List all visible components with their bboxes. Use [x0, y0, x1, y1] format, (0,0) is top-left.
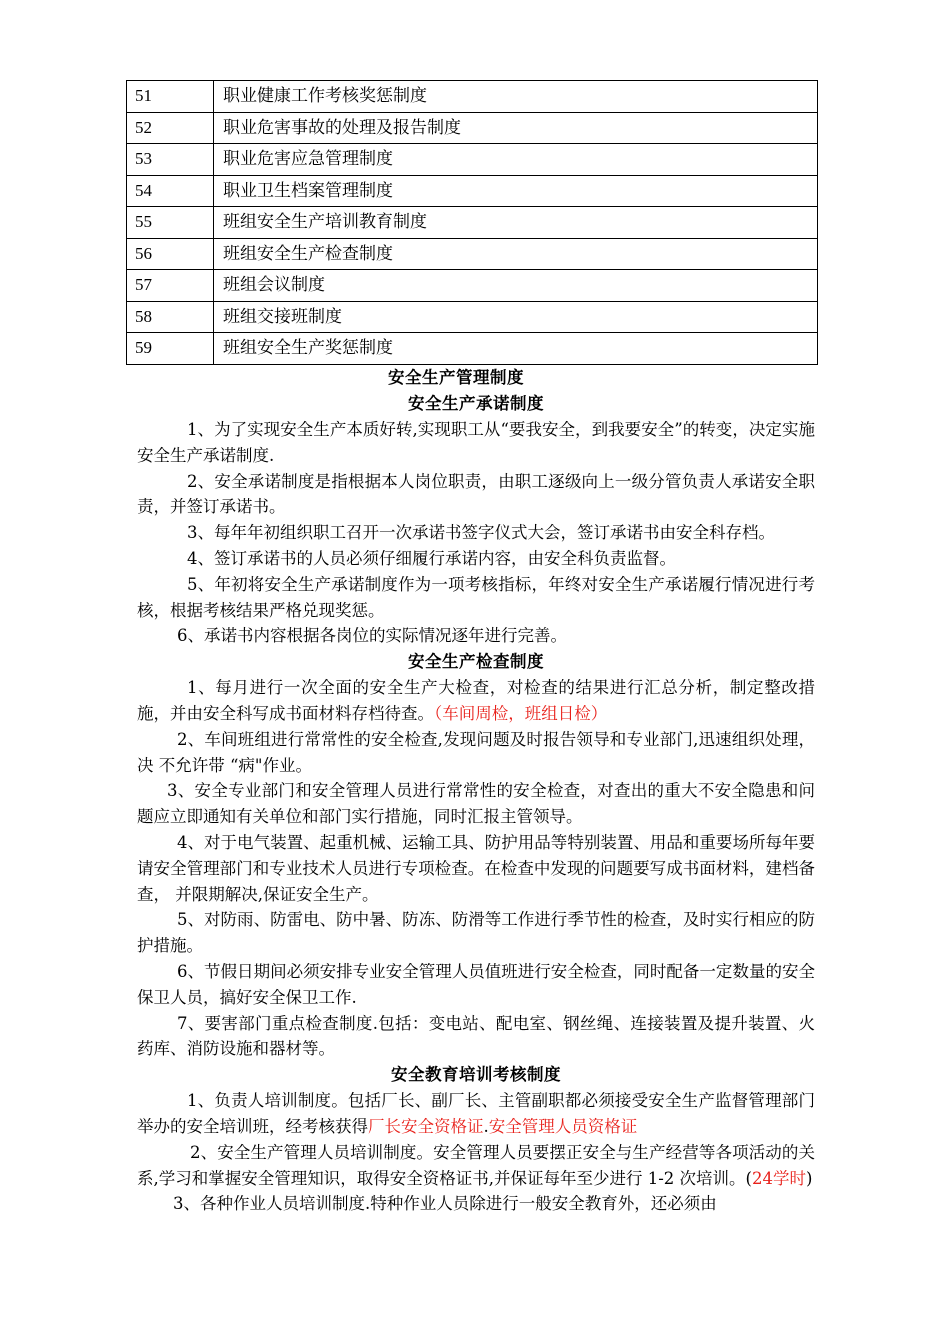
regulation-name: 职业危害应急管理制度: [214, 144, 818, 176]
regulation-name: 职业卫生档案管理制度: [214, 175, 818, 207]
table-row: [127, 112, 818, 144]
row-number: 58: [127, 301, 214, 333]
table-row: [127, 301, 818, 333]
paragraph: 3、各种作业人员培训制度.特种作业人员除进行一般安全教育外，还必须由: [173, 1194, 717, 1214]
regulation-name: 班组安全生产奖惩制度: [214, 333, 818, 365]
table-row: [127, 81, 818, 113]
regulation-name: 职业危害事故的处理及报告制度: [214, 112, 818, 144]
paragraph: 5、年初将安全生产承诺制度作为一项考核指标，年终对安全生产承诺履行情况进行考核，根据考核结果严格兑现奖惩。: [137, 574, 815, 620]
paragraph: 4、对于电气装置、起重机械、运输工具、防护用品等特别装置、用品和重要场所每年要请安全管理部门和专业技术人员进行专项检查。在检查中发现的问题要写成书面材料，建档备查， 并限期解决,保证安全生产。: [137, 832, 815, 904]
paragraph: 3、每年年初组织职工召开一次承诺书签字仪式大会，签订承诺书由安全科存档。: [187, 523, 775, 543]
paragraph: 5、对防雨、防雷电、防中暑、防冻、防滑等工作进行季节性的检查，及时实行相应的防护措施。: [137, 910, 815, 956]
row-number: 54: [127, 175, 214, 207]
document-body: [137, 365, 815, 1217]
paragraph-text: 1、每月进行一次全面的安全生产大检查，对检查的结果进行汇总分析，制定整改措施，并由安全科写成书面材料存档待查。: [137, 678, 815, 723]
paragraph: [137, 675, 815, 727]
table-row: [127, 333, 818, 365]
paragraph: 1、为了实现安全生产本质好转,实现职工从“要我安全，到我要安全”的转变，决定实施安全生产承诺制度.: [137, 420, 815, 465]
paragraph: 3、安全专业部门和安全管理人员进行常常性的安全检查，对查出的重大不安全隐患和问题应立即通知有关单位和部门实行措施，同时汇报主管领导。: [137, 781, 815, 827]
certificate-text: 安全管理人员资格证: [488, 1116, 638, 1136]
table-row: [127, 144, 818, 176]
regulation-name: 班组会议制度: [214, 270, 818, 302]
row-number: 55: [127, 207, 214, 239]
paragraph: 7、要害部门重点检查制度.包括：变电站、配电室、钢丝绳、连接装置及提升装置、火药库、消防设施和器材等。: [137, 1013, 815, 1059]
paragraph: 2、安全承诺制度是指根据本人岗位职责，由职工逐级向上一级分管负责人承诺安全职责，并签订承诺书。: [137, 471, 815, 517]
punctuation: .: [483, 1116, 489, 1136]
table-row: [127, 270, 818, 302]
paragraph: [137, 1088, 815, 1140]
row-number: 57: [127, 270, 214, 302]
main-title: 安全生产管理制度: [388, 368, 524, 387]
regulation-list-table: [126, 80, 818, 365]
paragraph-text: 2、安全生产管理人员培训制度。安全管理人员要摆正安全与生产经营等各项活动的关系,学习和掌握安全管理知识，取得安全资格证书,并保证每年至少进行 1-2 次培训。(: [137, 1142, 815, 1188]
paragraph-text: 1、负责人培训制度。包括厂长、副厂长、主管副职都必须接受安全生产监督管理部门举办的安全培训班，经考核获得: [137, 1091, 815, 1136]
table-row: [127, 207, 818, 239]
certificate-text: 厂长安全资格证: [368, 1116, 484, 1136]
hours-text: 24学时: [752, 1168, 806, 1188]
row-number: 52: [127, 112, 214, 144]
row-number: 56: [127, 238, 214, 270]
table-row: [127, 238, 818, 270]
section-title-inspection: 安全生产检查制度: [408, 652, 544, 672]
paragraph: 4、签订承诺书的人员必须仔细履行承诺内容，由安全科负责监督。: [187, 548, 676, 568]
row-number: 59: [127, 333, 214, 365]
paragraph: 6、承诺书内容根据各岗位的实际情况逐年进行完善。: [177, 626, 567, 646]
table-row: [127, 175, 818, 207]
regulation-name: 班组安全生产培训教育制度: [214, 207, 818, 239]
paragraph: 2、车间班组进行常常性的安全检查,发现问题及时报告领导和专业部门,迅速组织处理，决 不允许带 “病"作业。: [137, 729, 815, 775]
row-number: 53: [127, 144, 214, 176]
section-title-training: 安全教育培训考核制度: [391, 1065, 561, 1085]
note-text: （车间周检，班组日检）: [434, 703, 608, 723]
section-title-commitment: 安全生产承诺制度: [408, 394, 544, 413]
paragraph: [137, 1140, 815, 1192]
paragraph: 6、节假日期间必须安排专业安全管理人员值班进行安全检查，同时配备一定数量的安全保卫人员，搞好安全保卫工作.: [137, 961, 815, 1007]
regulation-name: 职业健康工作考核奖惩制度: [214, 81, 818, 113]
regulation-name: 班组交接班制度: [214, 301, 818, 333]
regulation-name: 班组安全生产检查制度: [214, 238, 818, 270]
punctuation: ): [806, 1168, 813, 1188]
row-number: 51: [127, 81, 214, 113]
